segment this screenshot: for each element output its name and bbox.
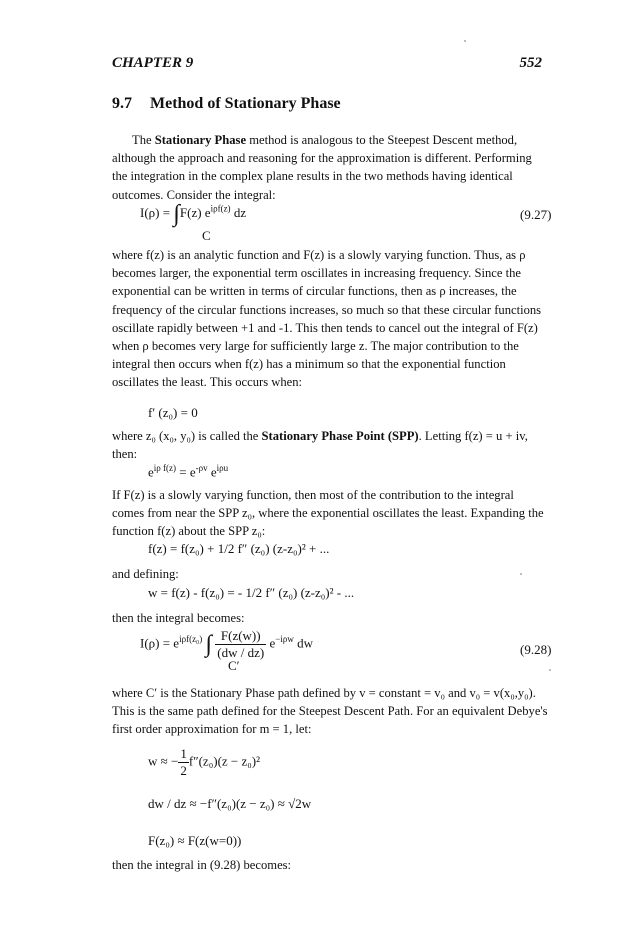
text-and-defining: and defining: xyxy=(112,567,179,581)
paragraph-expansion: If F(z) is a slowly varying function, then most of the contribution to the integral comes from near the SPP z₀, where the exponential oscillates the least. Expanding the function f(z) about the SPP z₀: xyxy=(112,488,544,539)
equation-w-approximation xyxy=(148,746,260,779)
paragraph-spp xyxy=(112,427,548,463)
eq927-body: F(z) e xyxy=(179,204,211,220)
integral-sign: ∫ xyxy=(205,631,213,658)
paragraph-analytic: where f(z) is an analytic function and F(z) is a slowly varying function. Thus, as ρ becomes larger, the exponential term oscillates in increasing frequency. Since the exponential can be written in terms of circular functions, then as ρ increases, the frequency of the circular functions increases, so much so that these circular functions oscillate rapidly between +1 and -1. This then tends to cancel out the integral of F(z) when ρ becomes very large for sufficiently large z. The major contribution to the integral then occurs when f(z) has a minimum so that the exponential function oscillates the least. This occurs when: xyxy=(112,248,542,390)
half-denominator: 2 xyxy=(180,763,187,778)
equation-exponential-split xyxy=(148,463,228,480)
eq-exp-sup1: iρ f(z) xyxy=(153,463,177,473)
equation-w-definition: w = f(z) - f(z₀) = - 1/2 f″ (z₀) (z-z₀)² - ... xyxy=(148,585,355,600)
para3-bold: Stationary Phase Point (SPP) xyxy=(261,429,419,443)
section-title: Method of Stationary Phase xyxy=(150,95,341,112)
para1-bold: Stationary Phase xyxy=(154,133,247,147)
page-number: 552 xyxy=(519,55,542,71)
eq927-lhs: I(ρ) = xyxy=(140,204,174,220)
eq928-fraction xyxy=(215,628,266,661)
section-heading xyxy=(112,95,341,113)
page-header xyxy=(112,55,542,75)
equation-number-9-28: (9.28) xyxy=(520,642,552,657)
eq-exp-base3: e xyxy=(207,464,217,480)
scan-speck xyxy=(464,40,466,42)
equation-9-28 xyxy=(140,628,313,673)
eq928-numerator: F(z(w)) xyxy=(215,628,266,645)
eq-exp-mid: = e xyxy=(176,464,196,480)
text-final: then the integral in (9.28) becomes: xyxy=(112,858,292,872)
eq-exp-sup2: -ρv xyxy=(195,463,208,473)
eq928-contour: C′ xyxy=(228,658,240,673)
equation-9-27 xyxy=(140,201,247,243)
eq-w-approx-rhs: f″(z₀)(z − z₀)² xyxy=(188,753,261,769)
eq-w-approx-lhs: w ≈ − xyxy=(148,753,179,769)
chapter-label: CHAPTER 9 xyxy=(112,55,194,71)
eq928-exponent: iρf(z₀) xyxy=(179,634,203,645)
eq-exp-sup3: iρu xyxy=(216,463,229,473)
para3-a: where z₀ (x₀, y₀) is called the xyxy=(112,429,262,443)
integral-sign: ∫ xyxy=(173,201,180,227)
eq928-exp-sup: −iρw xyxy=(275,634,294,645)
eq-exp-base1: e xyxy=(148,464,154,480)
equation-dw-dz: dw / dz ≈ −f″(z₀)(z − z₀) ≈ √2w xyxy=(148,796,312,811)
paragraph-intro xyxy=(112,131,548,204)
para1-lead: The xyxy=(132,133,155,147)
scan-speck xyxy=(520,573,522,575)
eq928-denominator: (dw / dz) xyxy=(217,645,265,660)
eq927-exponent: iρf(z) xyxy=(210,203,231,214)
equation-number-9-27: (9.27) xyxy=(520,207,552,222)
section-number: 9.7 xyxy=(112,95,132,112)
half-fraction xyxy=(178,746,189,779)
para1-rest: method is analogous to the Steepest Descent method, although the approach and reasoning for the approximation is different. Performing the integration in the complex plane results in the two methods having identical outcomes. Consider the integral: xyxy=(112,133,532,202)
half-numerator: 1 xyxy=(180,746,187,761)
equation-stationary-condition: f′ (z₀) = 0 xyxy=(148,405,198,420)
equation-F-z0: F(z₀) ≈ F(z(w=0)) xyxy=(148,833,242,848)
eq927-contour: C xyxy=(202,228,211,243)
eq927-tail: dz xyxy=(230,204,247,220)
para3-b: . Letting f(z) = u + iv, then: xyxy=(112,429,528,462)
eq928-lhs: I(ρ) = e xyxy=(140,635,180,651)
eq928-tail: dw xyxy=(293,635,313,651)
scan-speck xyxy=(549,669,551,671)
text-then-integral: then the integral becomes: xyxy=(112,611,245,625)
equation-taylor-expansion: f(z) = f(z₀) + 1/2 f″ (z₀) (z-z₀)² + ... xyxy=(148,541,330,556)
paragraph-path: where C′ is the Stationary Phase path defined by v = constant = v₀ and v₀ = v(x₀,y₀). This is the same path defined for the Steepest Descent Path. For an equivalent Debye's first order approximation for m = 1, let: xyxy=(112,686,548,737)
eq928-exp-base: e xyxy=(266,635,276,651)
